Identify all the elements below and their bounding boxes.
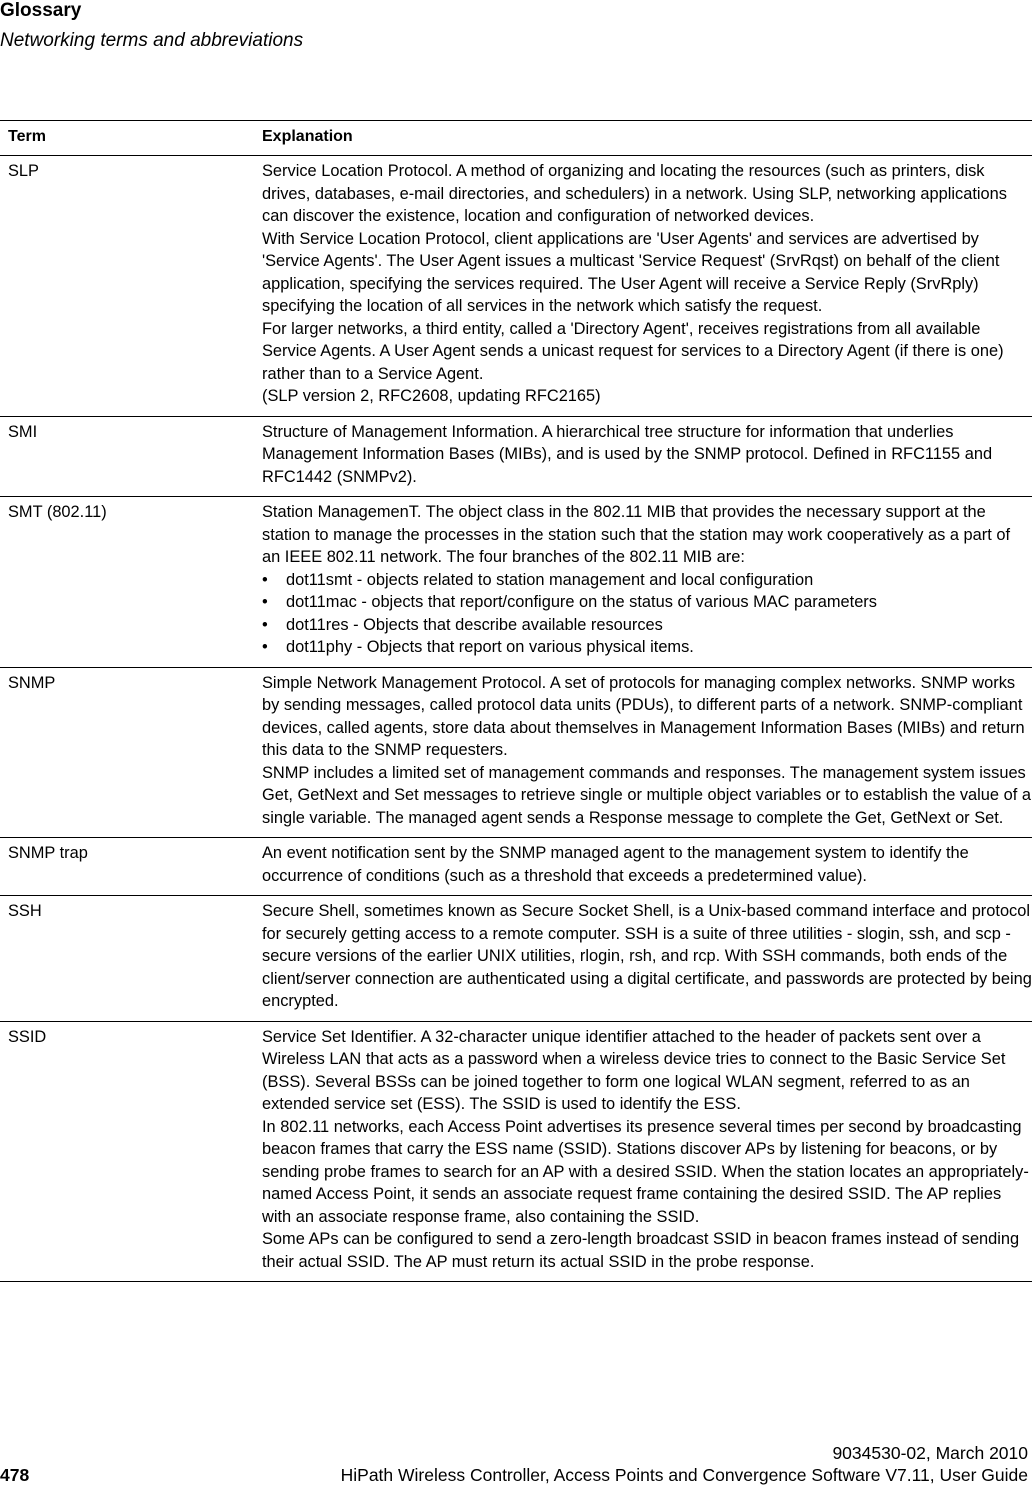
glossary-table [0,120,1032,1282]
footer-doc-number: 9034530-02, March 2010 [832,1443,1028,1463]
table-row [0,156,1032,417]
explanation-paragraph: An event notification sent by the SNMP managed agent to the management system to identify the occurrence of conditions (such as a threshold that exceeds a predetermined value). [262,844,969,885]
explanation-paragraph: With Service Location Protocol, client applications are 'User Agents' and services are advertised by 'Service Agents'. The User Agent issues a multicast 'Service Request' (SrvRqst) on behalf of the client application, specifying the services required. The User Agent will receive a Service Reply (SrvRply) specifying the location of all services in the network which satisfy the request. [262,229,1000,315]
table-row [0,416,1032,497]
bullet-item [262,614,1032,637]
column-header-explanation: Explanation [260,121,1032,156]
table-row [0,838,1032,896]
term-cell: SSH [0,896,260,1022]
footer-product-title: HiPath Wireless Controller, Access Points and Convergence Software V7.11, User Guide [340,1465,1028,1485]
explanation-cell [260,667,1032,838]
explanation-paragraph: Station ManagemenT. The object class in the 802.11 MIB that provides the necessary support at the station to manage the processes in the station such that the station may work cooperatively as a part of an IEEE 802.11 network. The four branches of the 802.11 MIB are: [262,503,1011,566]
bullet-icon: • [262,570,268,589]
term-cell: SMT (802.11) [0,497,260,668]
bullet-list [262,569,1032,659]
table-header-row [0,121,1032,156]
explanation-cell [260,156,1032,417]
term-cell: SLP [0,156,260,417]
table-row [0,497,1032,668]
bullet-text: dot11phy - Objects that report on various physical items. [286,638,694,656]
bullet-icon: • [262,593,268,611]
explanation-paragraph: Service Location Protocol. A method of organizing and locating the resources (such as printers, disk drives, databases, e-mail directories, and schedulers) in a network. Using SLP, networking applications can discover the existence, location and configuration of networked devices. [262,162,1007,225]
explanation-paragraph: SNMP includes a limited set of management commands and responses. The management system issues Get, GetNext and Set messages to retrieve single or multiple object variables or to establish the value of a single variable. The managed agent sends a Response message to complete the Get, GetNext or Set. [262,763,1031,827]
bullet-icon: • [262,638,268,656]
footer-line [0,1464,1032,1488]
table-row [0,896,1032,1022]
explanation-paragraph: Structure of Management Information. A hierarchical tree structure for information that underlies Management Information Bases (MIBs), and is used by the SNMP protocol. Defined in RFC1155 and RFC1442 (SNMPv2). [262,422,993,486]
explanation-cell [260,497,1032,668]
bullet-text: dot11mac - objects that report/configure on the status of various MAC parameters [286,593,877,611]
column-header-term: Term [0,121,260,156]
explanation-cell [260,416,1032,497]
bullet-text: dot11res - Objects that describe available resources [286,615,663,634]
page-subtitle: Networking terms and abbreviations [0,30,304,51]
term-cell: SSID [0,1021,260,1282]
term-cell: SNMP [0,667,260,838]
explanation-paragraph: Secure Shell, sometimes known as Secure Socket Shell, is a Unix-based command interface and protocol for securely getting access to a remote computer. SSH is a suite of three utilities - slogin, ssh, and scp - secure versions of the earlier UNIX utilities, rlogin, rsh, and rcp. With SSH commands, both ends of the client/server connection are authenticated using a digital certificate, and passwords are protected by being encrypted. [262,902,1032,1010]
explanation-paragraph: Some APs can be configured to send a zero-length broadcast SSID in beacon frames instead of sending their actual SSID. The AP must return its actual SSID in the probe response. [262,1230,1020,1271]
explanation-cell [260,896,1032,1022]
table-row [0,667,1032,838]
term-cell: SMI [0,416,260,497]
page-title: Glossary [0,0,82,21]
bullet-item [262,591,1032,614]
explanation-paragraph: For larger networks, a third entity, called a 'Directory Agent', receives registrations from all available Service Agents. A User Agent sends a unicast request for services to a Directory Agent (if there is one) rather than to a Service Agent. [262,319,1004,383]
explanation-paragraph: (SLP version 2, RFC2608, updating RFC2165) [262,387,601,405]
bullet-icon: • [262,615,268,634]
bullet-item [262,569,1032,592]
explanation-paragraph: Simple Network Management Protocol. A set of protocols for managing complex networks. SNMP works by sending messages, called protocol data units (PDUs), to different parts of a network. SNMP-compliant devices, called agents, store data about themselves in Management Information Bases (MIBs) and return this data to the SNMP requesters. [262,673,1025,759]
term-cell: SNMP trap [0,838,260,896]
page-number: 478 [0,1465,30,1485]
explanation-paragraph: In 802.11 networks, each Access Point advertises its presence several times per second by broadcasting beacon frames that carry the ESS name (SSID). Stations discover APs by listening for beacons, or by sending probe frames to search for an AP with a desired SSID. When the station locates an appropriately-named Access Point, it sends an associate request frame containing the desired SSID. The AP replies with an associate response frame, also containing the SSID. [262,1117,1029,1226]
bullet-item [262,636,1032,659]
explanation-cell [260,838,1032,896]
bullet-text: dot11smt - objects related to station management and local configuration [286,570,814,589]
table-row [0,1021,1032,1282]
page-footer [0,1442,1032,1488]
explanation-cell [260,1021,1032,1282]
page-header [0,0,1032,52]
explanation-paragraph: Service Set Identifier. A 32-character unique identifier attached to the header of packets sent over a Wireless LAN that acts as a password when a wireless device tries to connect to the Basic Service Set (BSS). Several BSSs can be joined together to form one logical WLAN segment, referred to as an extended service set (ESS). The SSID is used to identify the ESS. [262,1027,1006,1113]
